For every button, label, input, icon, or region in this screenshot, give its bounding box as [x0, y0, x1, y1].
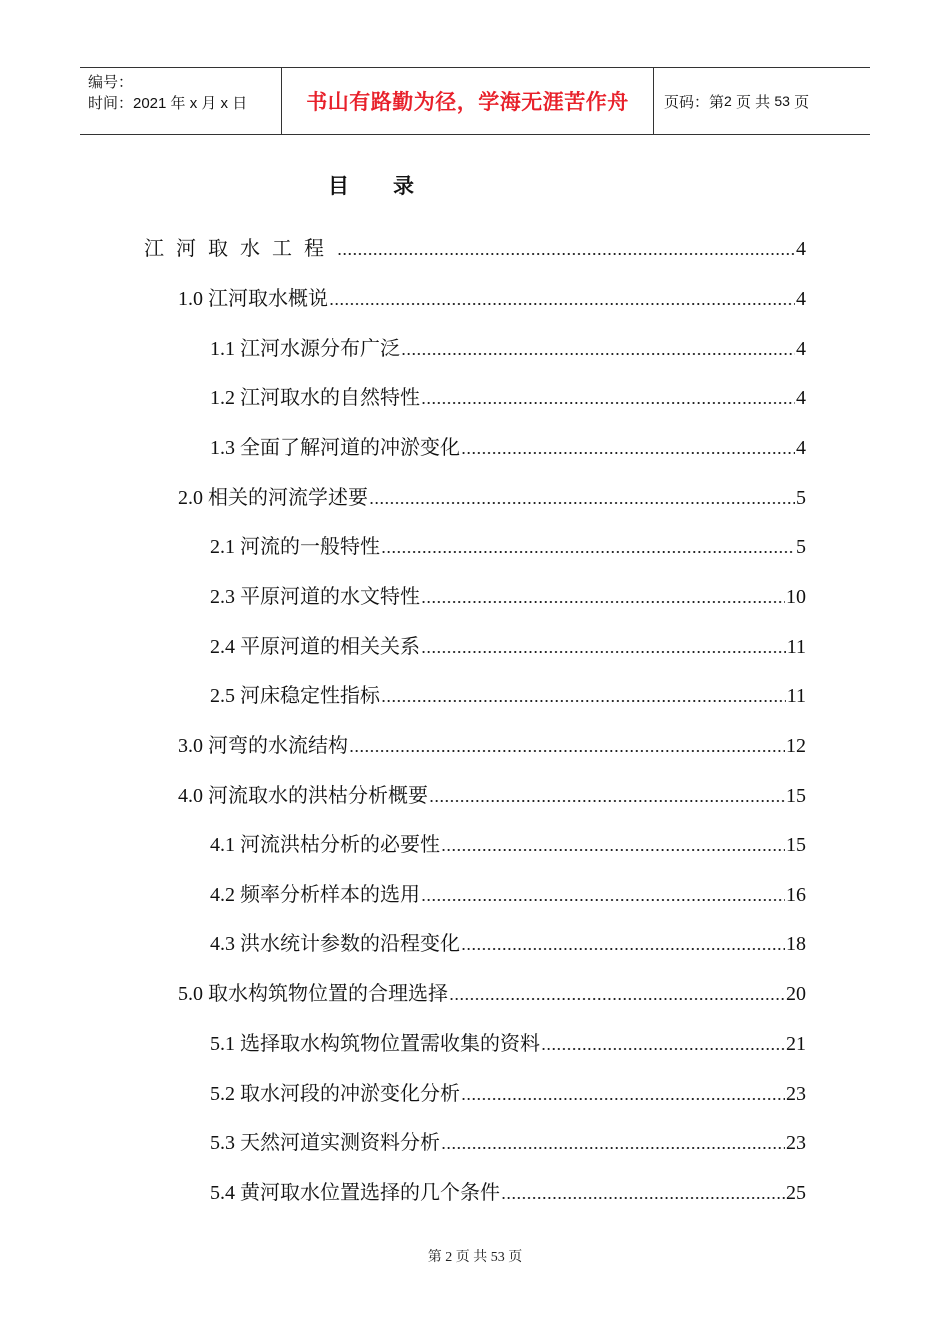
toc-leader-dots: [337, 248, 795, 256]
toc-entry[interactable]: [210, 1006, 806, 1056]
time-label: 时间：2021 年 x 月 x 日: [88, 95, 248, 112]
toc-leader-dots: [441, 844, 785, 852]
page-prefix: 页码：第: [664, 93, 725, 111]
toc-entry-page: 16: [786, 884, 806, 906]
toc-leader-dots: [381, 546, 795, 554]
toc-entry[interactable]: [210, 1155, 806, 1205]
toc-entry-label: 5.0 取水构筑物位置的合理选择: [178, 983, 448, 1005]
toc-leader-dots: [501, 1192, 785, 1200]
toc-leader-dots: [349, 745, 785, 753]
toc-entry-label: 1.2 江河取水的自然特性: [210, 387, 420, 409]
header-motto-cell: [282, 68, 654, 134]
toc-entry[interactable]: [210, 857, 806, 907]
page-footer: 第 2 页 共 53 页: [427, 1250, 523, 1265]
toc-leader-dots: [381, 695, 786, 703]
toc-entry[interactable]: [210, 906, 806, 956]
motto-text: 书山有路勤为径，学海无涯苦作舟: [306, 90, 629, 114]
toc-entry-page: 23: [786, 1132, 806, 1154]
toc-entry-page: 11: [786, 636, 806, 658]
toc-entry-label: 2.0 相关的河流学述要: [178, 487, 368, 509]
toc-entry-page: 10: [786, 586, 806, 608]
toc-entry[interactable]: [210, 360, 806, 410]
toc-entry-page: 4: [796, 238, 806, 260]
toc-leader-dots: [421, 646, 786, 654]
page-middle: 页 共: [735, 93, 771, 111]
toc-entry[interactable]: [178, 708, 806, 758]
toc-entry[interactable]: [178, 261, 806, 311]
toc-entry-page: 5: [796, 487, 806, 509]
toc-title-right: 录: [393, 174, 414, 198]
toc-title: [328, 170, 414, 200]
toc-entry-page: 11: [786, 685, 806, 707]
serial-label: 编号：: [88, 74, 134, 91]
toc-entry-label: 1.3 全面了解河道的冲淤变化: [210, 437, 460, 459]
page-suffix: 页: [794, 93, 810, 111]
toc-leader-dots: [401, 348, 795, 356]
toc-entry[interactable]: [210, 807, 806, 857]
toc-entry-page: 15: [786, 785, 806, 807]
toc-entry-label: 5.4 黄河取水位置选择的几个条件: [210, 1182, 500, 1204]
toc-entry[interactable]: [210, 509, 806, 559]
toc-title-left: 目: [328, 174, 349, 198]
toc-entry[interactable]: [178, 758, 806, 808]
header-meta: [80, 68, 282, 134]
toc-entry[interactable]: [178, 460, 806, 510]
toc-entry-label: 4.2 频率分析样本的选用: [210, 884, 420, 906]
toc-entry-page: 4: [796, 387, 806, 409]
header-page-info: [654, 68, 870, 134]
toc-entry-label: 江河取水工程: [144, 238, 336, 260]
toc-entry[interactable]: [210, 410, 806, 460]
toc-entry-label: 5.3 天然河道实测资料分析: [210, 1132, 440, 1154]
toc-entry-label: 5.1 选择取水构筑物位置需收集的资料: [210, 1033, 540, 1055]
toc-entry-page: 25: [786, 1182, 806, 1204]
toc-entry-page: 15: [786, 834, 806, 856]
toc-entry[interactable]: [178, 956, 806, 1006]
toc-entry-label: 1.0 江河取水概说: [178, 288, 328, 310]
page-header: [80, 67, 870, 135]
toc-entry-page: 18: [786, 933, 806, 955]
toc-entry-label: 5.2 取水河段的冲淤变化分析: [210, 1083, 460, 1105]
toc-leader-dots: [369, 497, 795, 505]
toc-entry-label: 2.3 平原河道的水文特性: [210, 586, 420, 608]
toc-entry-label: 2.1 河流的一般特性: [210, 536, 380, 558]
toc-entry-label: 4.0 河流取水的洪枯分析概要: [178, 785, 428, 807]
toc-leader-dots: [429, 795, 785, 803]
page-total: 53: [774, 93, 790, 109]
toc-entry[interactable]: [210, 609, 806, 659]
toc-entry-label: 4.1 河流洪枯分析的必要性: [210, 834, 440, 856]
toc-entry-page: 21: [786, 1033, 806, 1055]
toc-entry-page: 4: [796, 437, 806, 459]
toc-leader-dots: [421, 596, 785, 604]
toc-leader-dots: [421, 894, 785, 902]
toc-entry-page: 20: [786, 983, 806, 1005]
toc-leader-dots: [461, 943, 785, 951]
toc-entry[interactable]: [144, 211, 806, 261]
toc-leader-dots: [329, 298, 795, 306]
toc-leader-dots: [461, 1093, 785, 1101]
toc-leader-dots: [449, 993, 785, 1001]
toc-entry-label: 3.0 河弯的水流结构: [178, 735, 348, 757]
toc-entry-label: 1.1 江河水源分布广泛: [210, 338, 400, 360]
toc-leader-dots: [441, 1142, 785, 1150]
toc-entry[interactable]: [210, 1105, 806, 1155]
toc-entry-page: 4: [796, 338, 806, 360]
toc-entry-page: 12: [786, 735, 806, 757]
page-current: 2: [724, 93, 732, 109]
toc-entry[interactable]: [210, 559, 806, 609]
toc-entry-label: 2.5 河床稳定性指标: [210, 685, 380, 707]
toc-entry-page: 5: [796, 536, 806, 558]
toc-entry-label: 4.3 洪水统计参数的沿程变化: [210, 933, 460, 955]
toc-leader-dots: [541, 1043, 785, 1051]
toc-entry[interactable]: [210, 1056, 806, 1106]
toc-leader-dots: [421, 397, 795, 405]
toc-entry[interactable]: [210, 311, 806, 361]
toc-entry-page: 4: [796, 288, 806, 310]
toc-entry-page: 23: [786, 1083, 806, 1105]
toc-entry[interactable]: [210, 658, 806, 708]
toc-entry-label: 2.4 平原河道的相关关系: [210, 636, 420, 658]
toc-leader-dots: [461, 447, 795, 455]
